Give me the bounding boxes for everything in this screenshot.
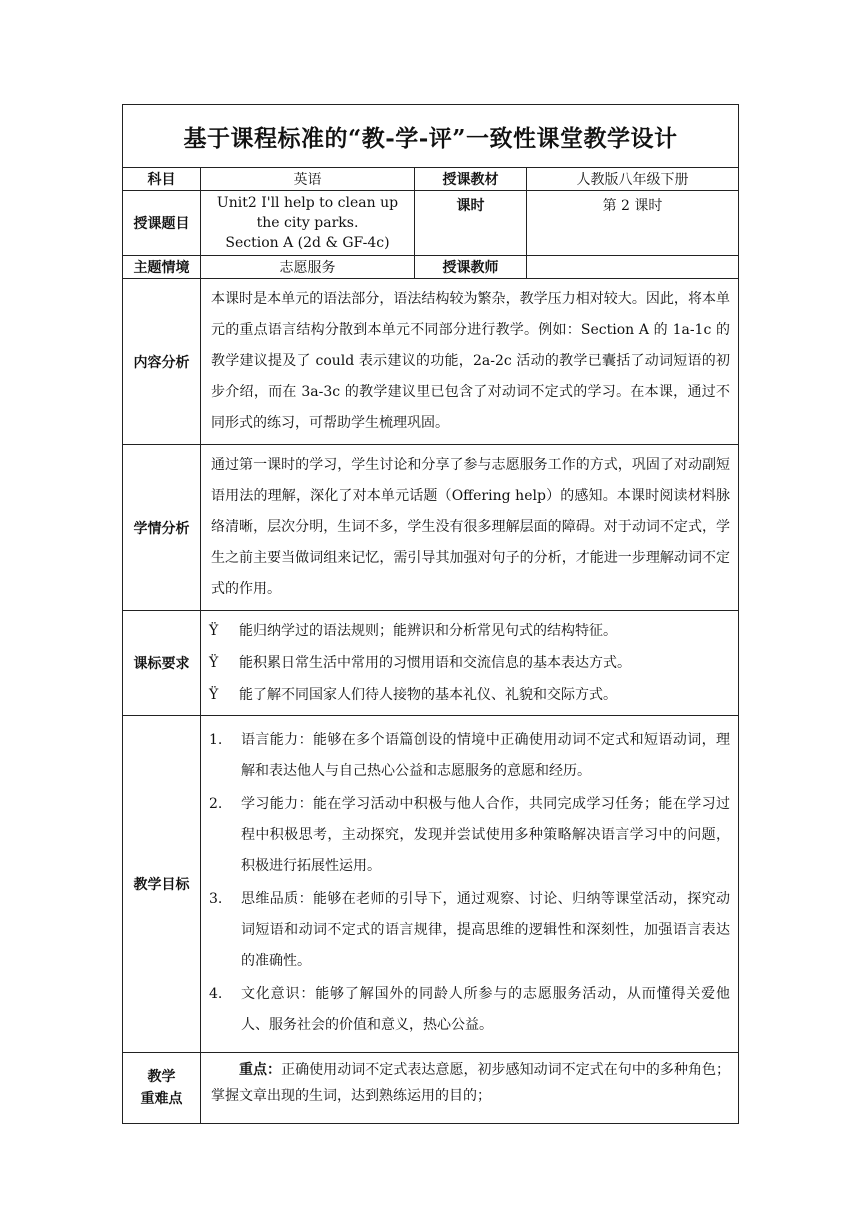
objective-text: 学习能力：能在学习活动中积极与他人合作，共同完成学习任务；能在学习过程中积极思考，主动探究，发现并尝试使用多种策略解决语言学习中的问题，积极进行拓展性运用。 [241,796,730,874]
objective-number: 3. [209,891,223,907]
subject-row [123,168,739,191]
curriculum-cell [201,611,739,716]
bullet-icon: Ÿ [209,623,219,639]
topic-value-line1: Unit2 I'll help to clean up the city parks. [216,195,399,231]
key-points-label [123,1053,201,1124]
subject-value: 英语 [201,168,415,191]
curriculum-label: 课标要求 [123,611,201,716]
list-item [209,647,730,679]
curriculum-item-text: 能了解不同国家人们待人接物的基本礼仪、礼貌和交际方式。 [239,687,617,703]
topic-row [123,191,739,256]
key-points-lead: 重点： [239,1062,282,1078]
teacher-value [527,256,739,279]
topic-label: 授课题目 [123,191,201,256]
bullet-icon: Ÿ [209,687,219,703]
objective-text: 思维品质：能够在老师的引导下，通过观察、讨论、归纳等课堂活动，探究动词短语和动词不定式的语言规律，提高思维的逻辑性和深刻性，加强语言表达的准确性。 [241,891,730,969]
objectives-label: 教学目标 [123,716,201,1053]
bullet-icon: Ÿ [209,655,219,671]
list-item [209,679,730,711]
key-points-label-line2: 重难点 [140,1091,183,1107]
list-item [209,725,730,787]
lesson-plan-table [122,104,739,1124]
theme-row [123,256,739,279]
curriculum-item-text: 能积累日常生活中常用的习惯用语和交流信息的基本表达方式。 [239,655,631,671]
objectives-list [201,721,738,1047]
key-points-cell [201,1053,739,1124]
subject-label: 科目 [123,168,201,191]
list-item [209,789,730,882]
key-points-text: 正确使用动词不定式表达意愿，初步感知动词不定式在句中的多种角色；掌握文章出现的生词，达到熟练运用的目的； [211,1062,731,1104]
curriculum-item-text: 能归纳学过的语法规则；能辨识和分析常见句式的结构特征。 [239,623,617,639]
objective-number: 1. [209,732,223,748]
content-analysis-label: 内容分析 [123,279,201,445]
content-analysis-text: 本课时是本单元的语法部分，语法结构较为繁杂，教学压力相对较大。因此，将本单元的重点语言结构分散到本单元不同部分进行教学。例如：Section A 的 1a-1c 的教学建议提及了 could 表示建议的功能，2a-2c 活动的教学已囊括了动词短语的初步介绍，而在 3a-3c 的教学建议里已包含了对动词不定式的学习。在本课，通过不同形式的练习，可帮助学生梳理巩固。 [201,279,739,445]
topic-value-line2: Section A (2d & GF-4c) [225,235,390,251]
list-item [209,615,730,647]
theme-value: 志愿服务 [201,256,415,279]
student-analysis-label: 学情分析 [123,445,201,611]
list-item [209,884,730,977]
document-title: 基于课程标准的“教-学-评”一致性课堂教学设计 [123,105,739,168]
teacher-label: 授课教师 [415,256,527,279]
topic-value [201,191,415,256]
content-analysis-row [123,279,739,445]
theme-label: 主题情境 [123,256,201,279]
objective-number: 2. [209,796,223,812]
objective-text: 语言能力：能够在多个语篇创设的情境中正确使用动词不定式和短语动词，理解和表达他人与自己热心公益和志愿服务的意愿和经历。 [241,732,730,779]
key-points-label-line1: 教学 [147,1069,176,1085]
objectives-cell [201,716,739,1053]
objective-number: 4. [209,986,223,1002]
curriculum-row [123,611,739,716]
textbook-value: 人教版八年级下册 [527,168,739,191]
objectives-row [123,716,739,1053]
textbook-label: 授课教材 [415,168,527,191]
objective-text: 文化意识：能够了解国外的同龄人所参与的志愿服务活动，从而懂得关爱他人、服务社会的价值和意义，热心公益。 [241,986,730,1033]
key-points-row [123,1053,739,1124]
student-analysis-row [123,445,739,611]
list-item [209,979,730,1041]
period-label: 课时 [415,191,527,256]
student-analysis-text: 通过第一课时的学习，学生讨论和分享了参与志愿服务工作的方式，巩固了对动副短语用法的理解，深化了对本单元话题（Offering help）的感知。本课时阅读材料脉络清晰，层次分明，生词不多，学生没有很多理解层面的障碍。对于动词不定式，学生之前主要当做词组来记忆，需引导其加强对句子的分析，才能进一步理解动词不定式的作用。 [201,445,739,611]
period-value: 第 2 课时 [527,191,739,256]
curriculum-list [201,611,738,715]
